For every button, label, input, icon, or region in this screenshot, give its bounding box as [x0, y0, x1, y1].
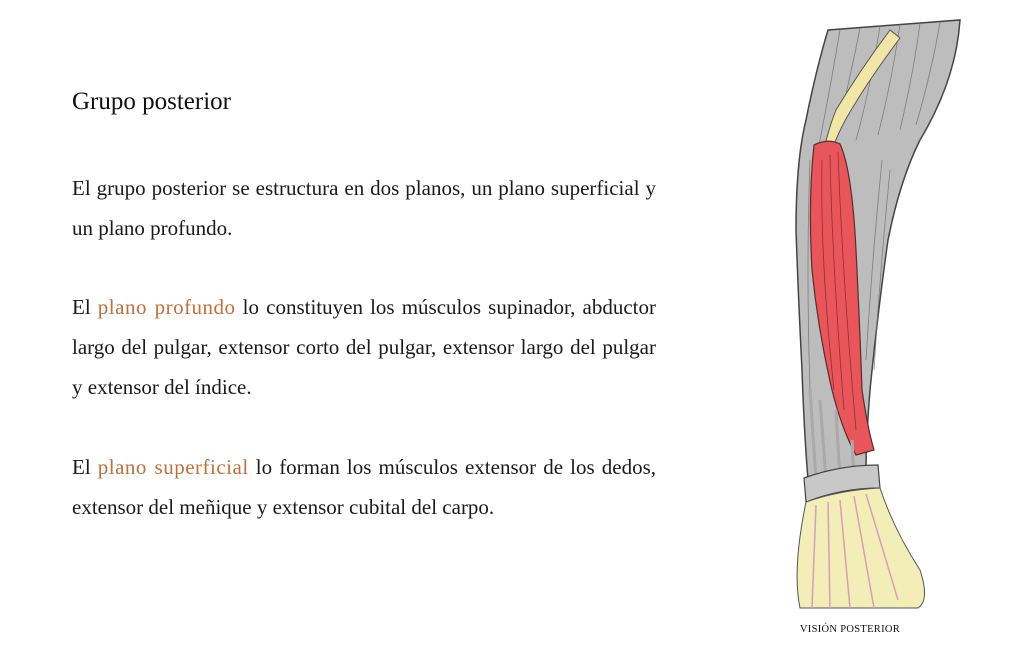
superficial-plane-highlight: plano superficial — [97, 455, 249, 479]
deep-plane-paragraph — [72, 287, 656, 407]
intro-paragraph: El grupo posterior se estructura en dos planos, un plano superficial y un plano profundo. — [72, 176, 656, 240]
forearm-illustration — [770, 10, 970, 615]
section-title: Grupo posterior — [72, 88, 231, 115]
deep-plane-text: lo constituyen los músculos supinador, abductor largo del pulgar, extensor corto del pulgar, extensor largo del pulgar y extensor del índice. — [72, 295, 656, 399]
superficial-plane-paragraph — [72, 447, 656, 527]
deep-plane-prefix: El — [72, 295, 98, 319]
figure-caption: VISIÓN POSTERIOR — [799, 624, 901, 635]
superficial-plane-prefix: El — [72, 455, 98, 479]
deep-plane-highlight: plano profundo — [97, 295, 236, 319]
superficial-plane-text: lo forman los músculos extensor de los dedos, extensor del meñique y extensor cubital del carpo. — [72, 455, 656, 519]
